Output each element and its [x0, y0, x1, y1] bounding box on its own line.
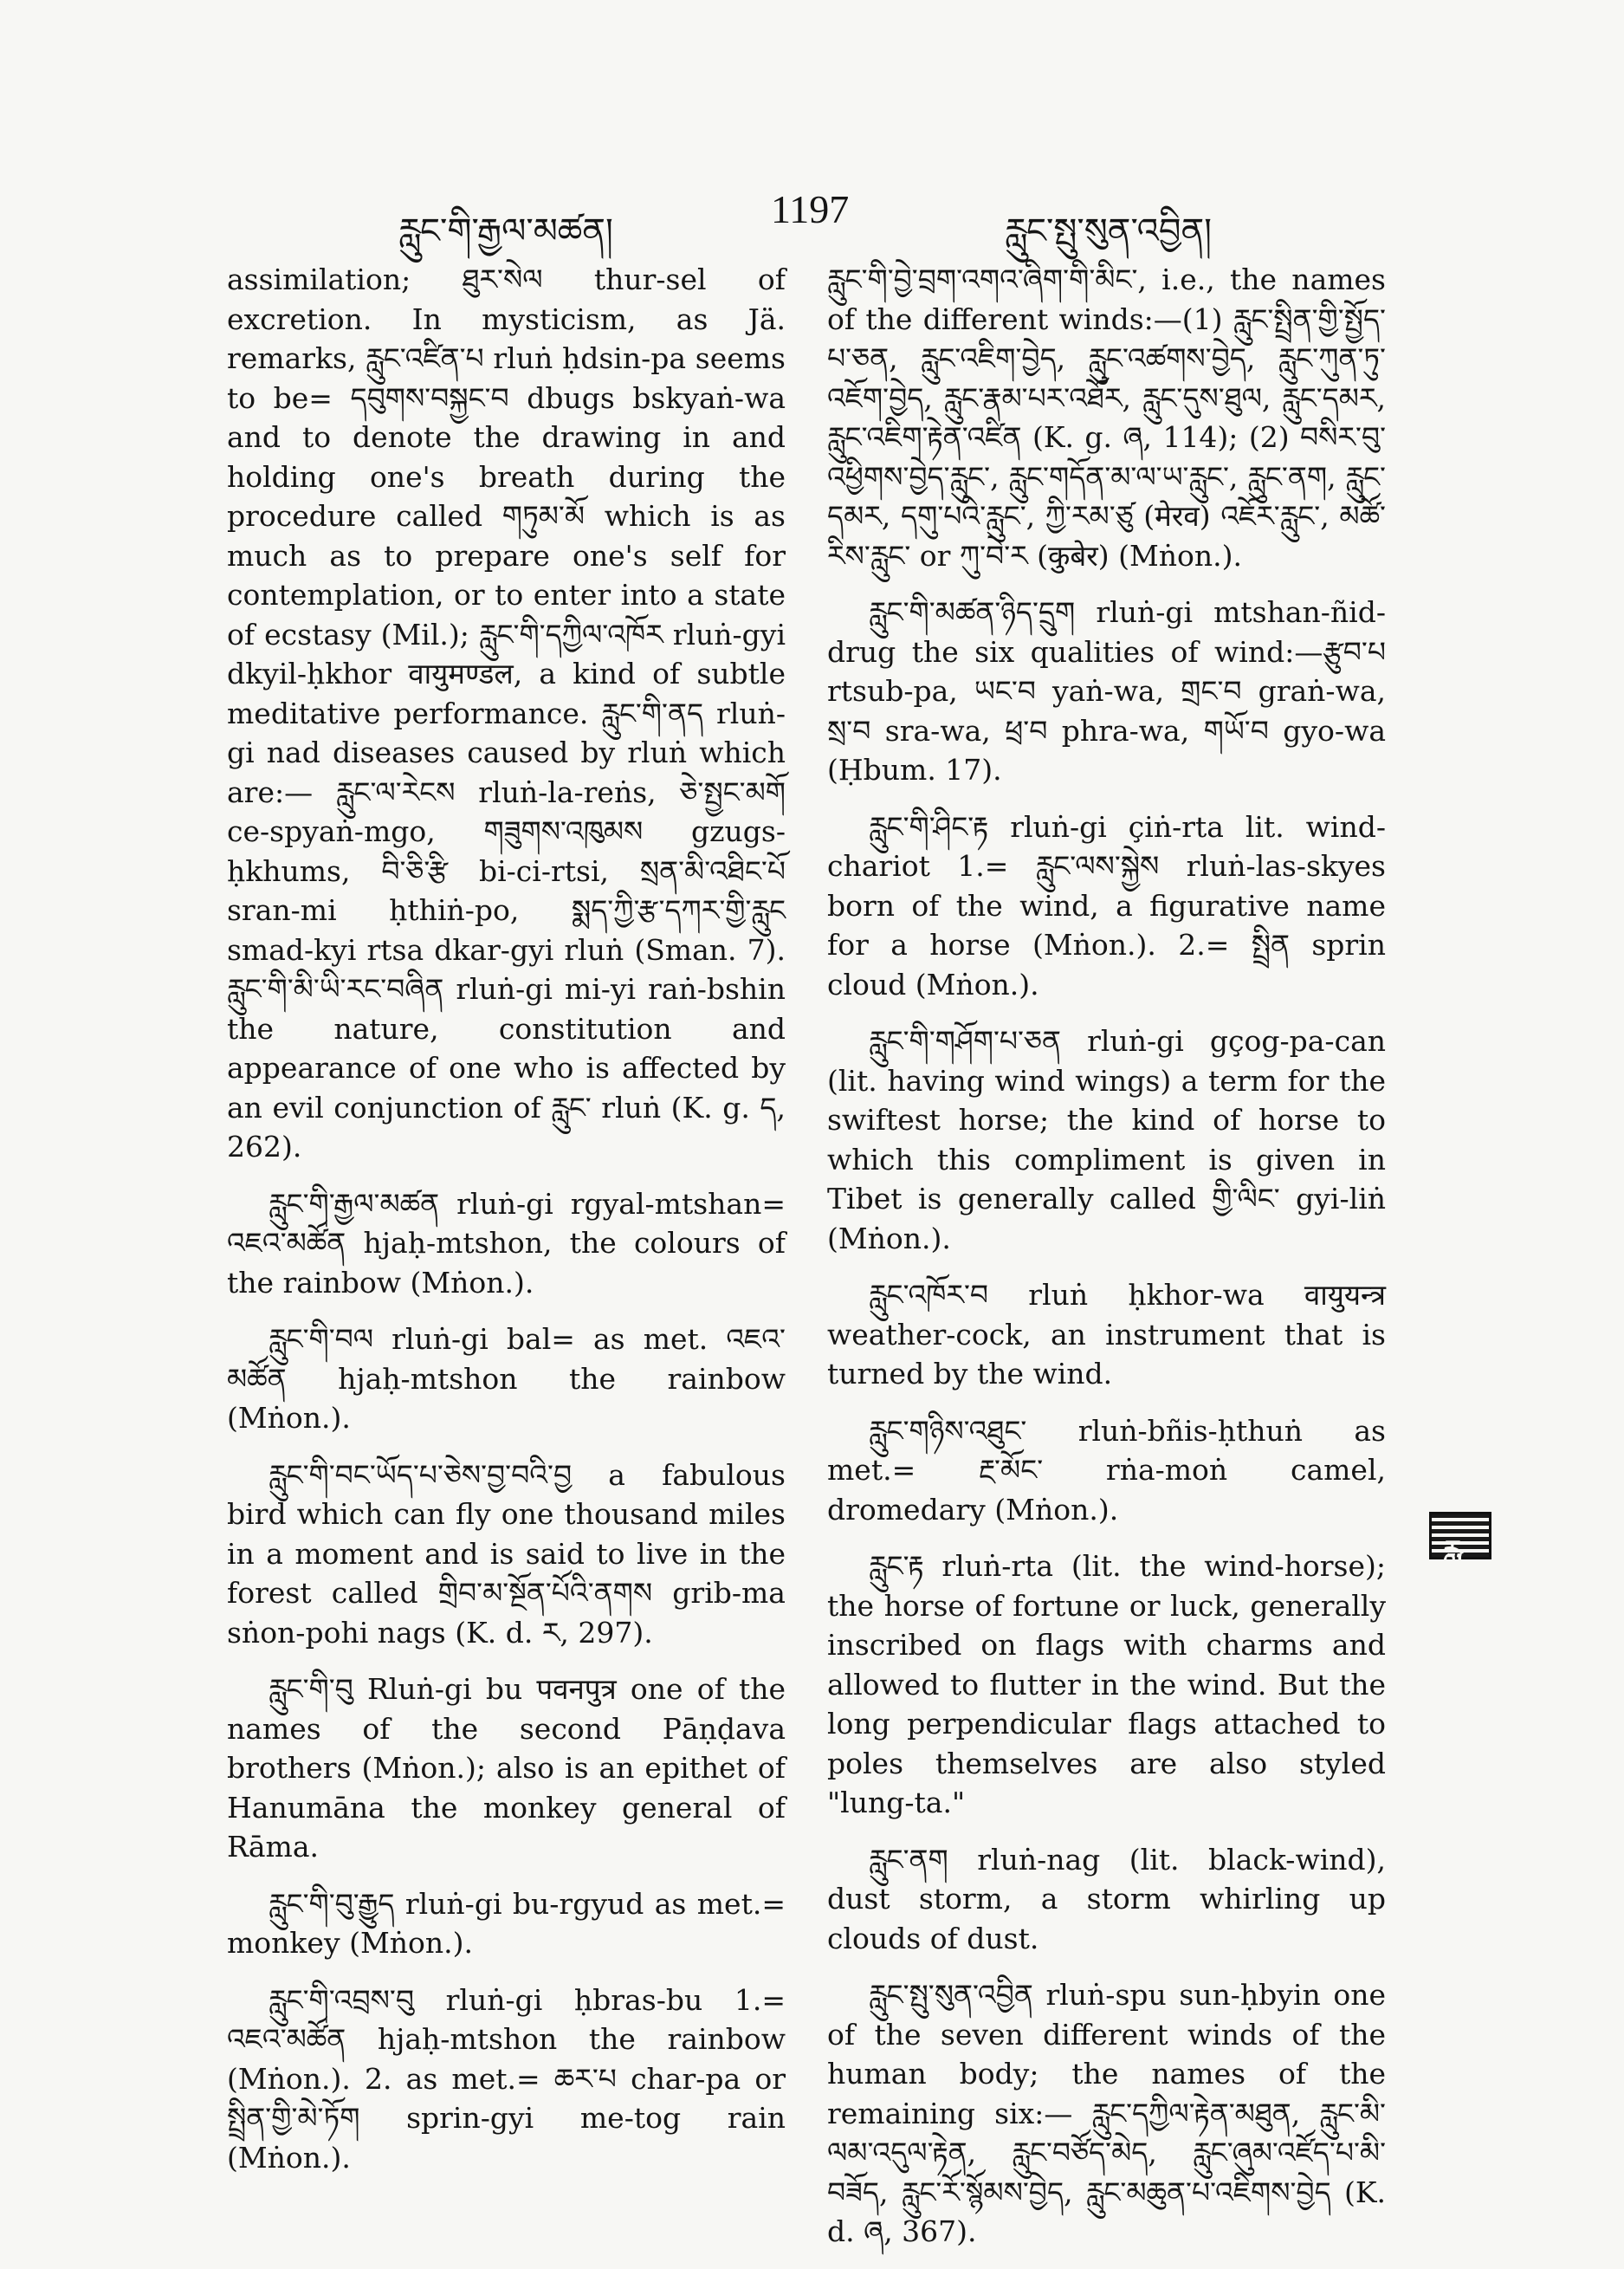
dictionary-entry: རླུང་འཁོར་བ rluṅ ḥkhor-wa वायुयन्त्र weather-cock, an instrument that is turned by the wind. — [827, 1278, 1386, 1391]
dictionary-entry: རླུང་གི་བལ rluṅ-gi bal= as met. འཇའ་མཚོན hjaḥ-mtshon the rainbow (Mṅon.). — [227, 1322, 786, 1435]
right-column — [827, 260, 1386, 2269]
dictionary-entry: རླུང་ནག rluṅ-nag (lit. black-wind), dust storm, a storm whirling up clouds of dust. — [827, 1842, 1386, 1955]
left-column — [227, 260, 786, 2194]
dictionary-entry: རླུང་གི་ཤིང་རྟ rluṅ-gi çiṅ-rta lit. wind-chariot 1.= རླུང་ལས་སྐྱེས rluṅ-las-skyes born of the wind, a figurative name for a horse (Mṅon.). 2.= སྤྲིན sprin cloud (Mṅon.). — [827, 809, 1386, 1002]
page-header — [225, 186, 1386, 251]
dictionary-entry: རླུང་སྤུ་སུན་འབྱིན rluṅ-spu sun-ḥbyin one of the seven different winds of the human body; the names of the remaining six:— རླུང་དཀྱིལ་རྟེན་མཐུན, རླུང་མི་ལམ་འདུལ་རྟེན, རླུང་བཙོད་མེད, རླུང་ཞུམ་འཛོད་པ་མི་བཟོད, རླུང་རོ་སྙོམས་བྱེད, རླུང་མཆུན་པ་འཇིགས་བྱེད (K. d. ཞ, 367). — [827, 1978, 1386, 2248]
dictionary-entry: རླུང་གི་རྒྱལ་མཚན rluṅ-gi rgyal-mtshan= འཇའ་མཚོན hjaḥ-mtshon, the colours of the rainbow (Mṅon.). — [227, 1186, 786, 1300]
dictionary-entry: རླུང་གི་བང་ཡོད་པ་ཅེས་བྱ་བའི་བྱ a fabulous bird which can fly one thousand miles in a moment and is said to live in the forest called གྲིབ་མ་སྔོན་པོའི་ནགས grib-ma sṅon-pohi nags (K. d. ར, 297). — [227, 1457, 786, 1650]
dictionary-entry: རླུང་གི་འབྲས་བུ rluṅ-gi ḥbras-bu 1.= འཇའ་མཚོན hjaḥ-mtshon the rainbow (Mṅon.). 2. as met.= ཆར་པ char-pa or སྤྲིན་གྱི་མེ་ཏོག sprin-gyi me-tog rain (Mṅon.). — [227, 1982, 786, 2175]
dictionary-entry: རླུང་གཉིས་འཐུང་ rluṅ-bñis-ḥthuṅ as met.= རྔ་མོང་ rṅa-moṅ camel, dromedary (Mṅon.). — [827, 1413, 1386, 1527]
page-number: 1197 — [771, 187, 850, 231]
thumb-index-label: རླ — [1443, 1534, 1462, 1569]
dictionary-entry: རླུང་གི་གཤོག་པ་ཅན rluṅ-gi gçog-pa-can (lit. having wind wings) a term for the swiftest horse; the kind of horse to which this compliment is given in Tibet is generally called གྱི་ལིང་ gyi-liṅ (Mṅon.). — [827, 1024, 1386, 1255]
dictionary-entry: assimilation; ཐུར་སེལ thur-sel of excretion. In mysticism, as Jä. remarks, རླུང་འཛིན་པ rluṅ ḥdsin-pa seems to be= དབུགས་བསྐྱང་བ dbugs bskyaṅ-wa and to denote the drawing in and holding one's breath during the procedure called གཏུམ་མོ which is as much as to prepare one's self for contemplation, or to enter into a state of ecstasy (Mil.); རླུང་གི་དཀྱིལ་འཁོར rluṅ-gyi dkyil-ḥkhor वायुमण्डल, a kind of subtle meditative performance. རླུང་གི་ནད rluṅ-gi nad diseases caused by rluṅ which are:— རླུང་ལ་རེངས rluṅ-la-reṅs, ཅེ་སྤྱང་མགོ ce-spyaṅ-mgo, གཟུགས་འཁུམས gzugs-ḥkhums, བི་ཅི་རྩི bi-ci-rtsi, སྲན་མི་འཐིང་པོ sran-mi ḥthiṅ-po, སྨད་ཀྱི་རྩ་དཀར་གྱི་རླུང smad-kyi rtsa dkar-gyi rluṅ (Sman. 7). རླུང་གི་མི་ཡི་རང་བཞིན rluṅ-gi mi-yi raṅ-bshin the nature, constitution and appearance of one who is affected by an evil conjunction of རླུང་ rluṅ (K. g. ད, 262). — [227, 263, 786, 1164]
dictionary-entry: རླུང་གི་མཚན་ཉིད་དྲུག rluṅ-gi mtshan-ñid-drug the six qualities of wind:—རྩུབ་པ rtsub-pa, ཡང་བ yaṅ-wa, གྲང་བ graṅ-wa, སྲ་བ sra-wa, ཕྲ་བ phra-wa, གཡོ་བ gyo-wa (Ḥbum. 17). — [827, 595, 1386, 787]
dictionary-entry: རླུང་གི་བུ Rluṅ-gi bu पवनपुत्र one of the names of the second Pāṇḍava brothers (Mṅon.); also is an epithet of Hanumāna the monkey general of Rāma. — [227, 1672, 786, 1864]
dictionary-entry: རླུང་རྟ rluṅ-rta (lit. the wind-horse); the horse of fortune or luck, generally inscribed on flags with charms and allowed to flutter in the wind. But the long perpendicular flags attached to poles themselves are also styled "lung-ta." — [827, 1549, 1386, 1819]
dictionary-entry: རླུང་གི་བྱེ་བྲག་འགའ་ཞིག་གི་མིང་, i.e., the names of the different winds:—(1) རླུང་སྤྲིན་གྱི་སྤྱོད་པ་ཅན, རླུང་འཇིག་བྱེད, རླུང་འཚགས་བྱེད, རླུང་ཀུན་ཏུ་འཇོག་བྱེད, རླུང་རྣམ་པར་འཐོར, རླུང་དུས་ཐུལ, རླུང་དམར, རླུང་འཇིག་རྟེན་འཛིན (K. g. ཞ, 114); (2) བསིར་བུ་འཕྱིགས་བྱེད་རླུང་, རླུང་གདོན་མ་ལ་ཡ་རླུང་, རླུང་ནག, རླུང་དམར, དགུ་པའི་རླུང་, ཀྱི་རམ་ཙུ (मेरव) འཇོར་རླུང་, མཚོ་རིས་རླུང་ or ཀུ་བེ་ར (कुबेर) (Mṅon.). — [827, 263, 1386, 573]
header-left-title: རླུང་གི་རྒྱལ་མཚན། — [398, 211, 613, 251]
dictionary-entry: རླུང་གི་བུ་རྒྱུད rluṅ-gi bu-rgyud as met.= monkey (Mṅon.). — [227, 1886, 786, 1960]
header-right-title: རླུང་སྤུ་སུན་འབྱིན། — [1005, 211, 1213, 251]
